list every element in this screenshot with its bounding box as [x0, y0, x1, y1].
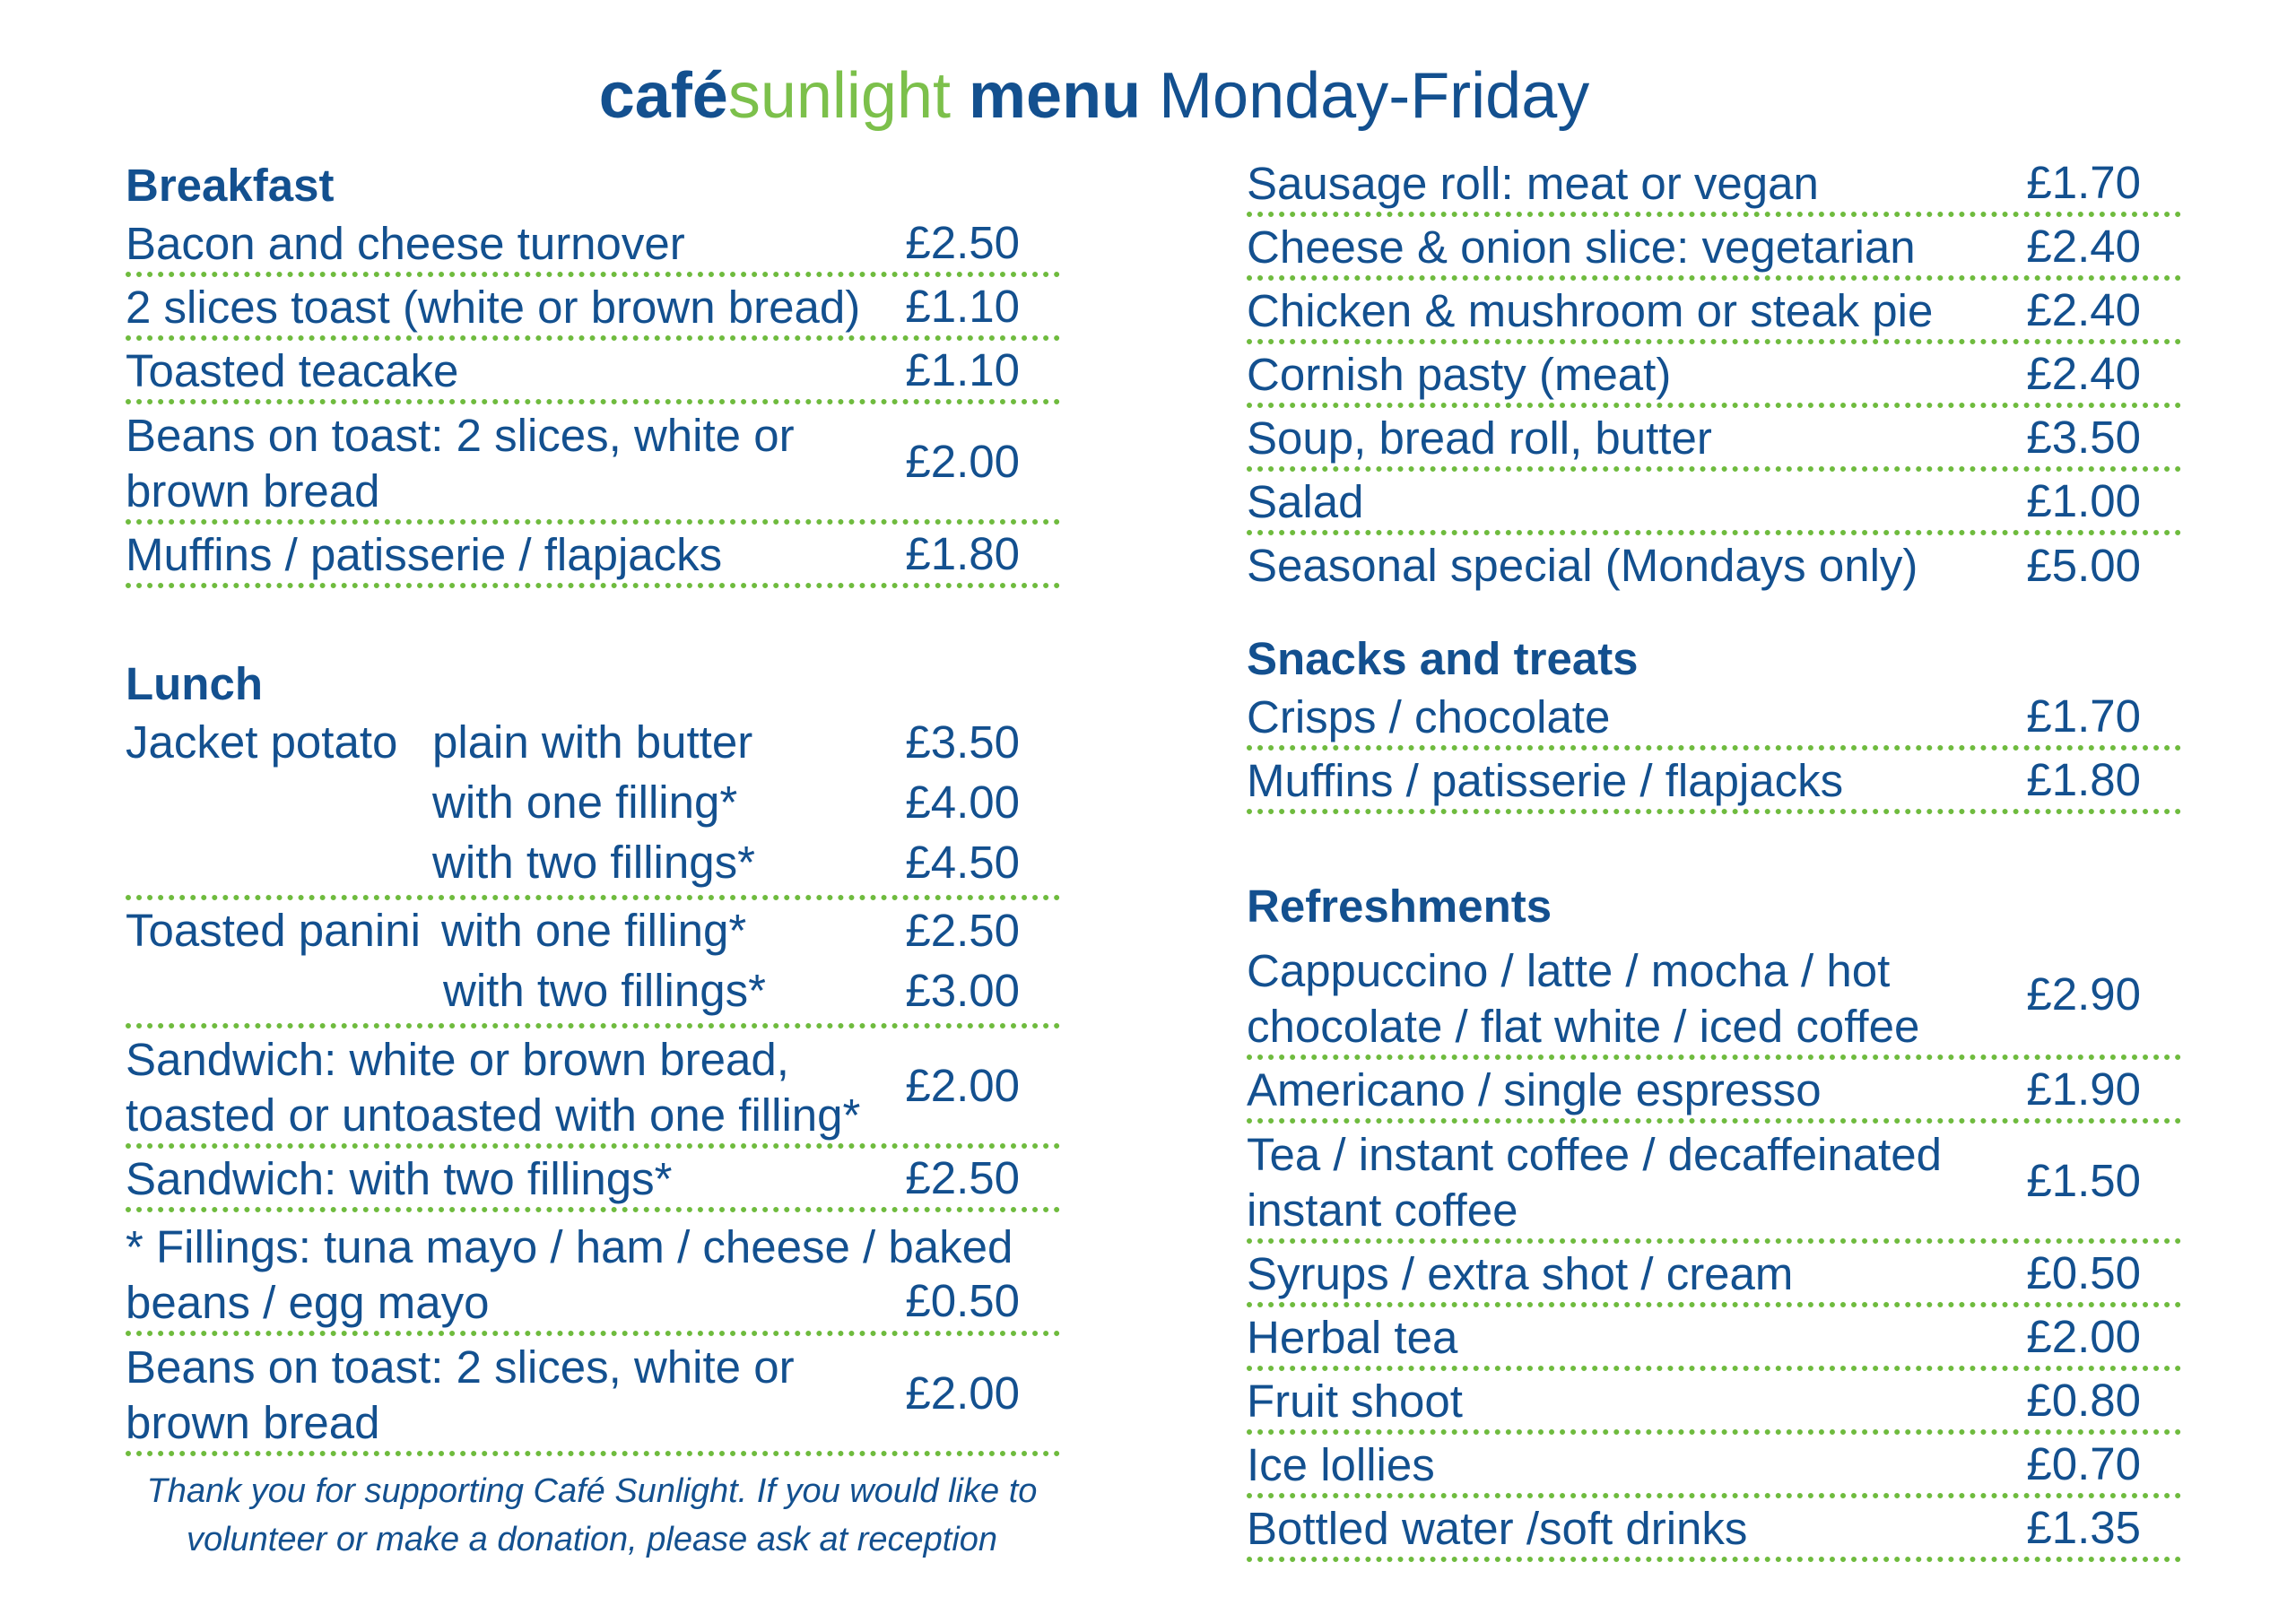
- menu-item: [1247, 687, 2181, 751]
- item-name: Chicken & mushroom or steak pie: [1247, 285, 1934, 336]
- item-price: £2.90: [2026, 968, 2141, 1020]
- item-name: Sandwich: white or brown bread, toasted or untoasted with one filling*: [126, 1034, 861, 1141]
- item-price: £2.00: [905, 1060, 1020, 1111]
- item-price: £0.50: [2026, 1246, 2141, 1298]
- menu-subitem: [126, 715, 1060, 775]
- menu-item: [1247, 1244, 2181, 1307]
- menu-subitem: [126, 775, 1060, 835]
- menu-item: [1247, 1435, 2181, 1498]
- snacks-heading: Snacks and treats: [1247, 633, 1639, 684]
- item-price: £1.70: [2026, 157, 2141, 208]
- title-cafe: café: [598, 60, 728, 132]
- lunch-heading: Lunch: [126, 658, 263, 709]
- menu-item: [126, 525, 1060, 588]
- item-price: £2.40: [2026, 283, 2141, 335]
- menu-item: [1247, 1124, 2181, 1244]
- menu-item: [1247, 344, 2181, 408]
- item-price: £5.00: [2026, 539, 2141, 591]
- menu-item: [1247, 751, 2181, 814]
- item-name: Crisps / chocolate: [1247, 691, 1611, 742]
- menu-subitem: [126, 903, 1060, 963]
- menu-item: [126, 213, 1060, 277]
- item-price: £2.50: [905, 216, 1020, 268]
- item-price: £1.50: [2026, 1155, 2141, 1206]
- item-name: Beans on toast: 2 slices, white or brown bread: [126, 1341, 795, 1448]
- item-name: Herbal tea: [1247, 1312, 1458, 1363]
- item-price: £2.00: [2026, 1310, 2141, 1362]
- item-name: Cappuccino / latte / mocha / hot chocolate / flat white / iced coffee: [1247, 945, 1920, 1052]
- right-column: [1247, 154, 2181, 1562]
- menu-item: [1247, 1498, 2181, 1562]
- item-name: Fruit shoot: [1247, 1376, 1463, 1427]
- item-price: £3.50: [2026, 411, 2141, 463]
- item-price: £1.70: [2026, 690, 2141, 742]
- item-price: £2.40: [2026, 347, 2141, 399]
- item-name: Cornish pasty (meat): [1247, 349, 1672, 400]
- item-price: £0.70: [2026, 1437, 2141, 1489]
- item-name: Muffins / patisserie / flapjacks: [1247, 755, 1844, 806]
- menu-item: [126, 1028, 1060, 1149]
- item-name: Syrups / extra shot / cream: [1247, 1248, 1794, 1299]
- item-name: Americano / single espresso: [1247, 1064, 1822, 1115]
- item-name: Jacket potato: [126, 716, 398, 768]
- item-name: Salad: [1247, 476, 1364, 527]
- item-price: £1.80: [905, 527, 1020, 579]
- item-name: Bacon and cheese turnover: [126, 218, 685, 269]
- jacket-potato-group: [126, 712, 1060, 900]
- item-name: Ice lollies: [1247, 1439, 1435, 1490]
- thank-you-note: Thank you for supporting Café Sunlight. If you would like to volunteer or make a donation, please ask at reception: [146, 1472, 1038, 1558]
- item-name: Seasonal special (Mondays only): [1247, 540, 1918, 591]
- menu-item: [126, 341, 1060, 404]
- item-price: £2.00: [905, 1367, 1020, 1419]
- item-price: £1.10: [905, 280, 1020, 332]
- item-price: £0.80: [2026, 1374, 2141, 1426]
- item-name: 2 slices toast (white or brown bread): [126, 282, 861, 333]
- menu-item: [126, 277, 1060, 341]
- item-name: Toasted panini: [126, 905, 421, 956]
- menu-item: [1247, 1060, 2181, 1124]
- item-name: Cheese & onion slice: vegetarian: [1247, 221, 1916, 273]
- item-price: £1.00: [2026, 474, 2141, 526]
- menu-item: [1247, 934, 2181, 1060]
- menu-item: [1247, 1307, 2181, 1371]
- option-name: with one filling*: [441, 905, 747, 956]
- panini-group: [126, 900, 1060, 1028]
- title-sunlight: sunlight: [727, 60, 952, 132]
- menu-item: [1247, 281, 2181, 344]
- item-name: Muffins / patisserie / flapjacks: [126, 529, 723, 580]
- refreshments-heading: Refreshments: [1247, 881, 1552, 932]
- item-price: £1.35: [2026, 1501, 2141, 1553]
- item-name: * Fillings: tuna mayo / ham / cheese / baked beans / egg mayo: [126, 1221, 1013, 1328]
- menu-item: [1247, 535, 2181, 595]
- item-price: £1.10: [905, 343, 1020, 395]
- item-name: Sandwich: with two fillings*: [126, 1153, 673, 1204]
- menu-subitem: [126, 963, 1060, 1023]
- option-name: with one filling*: [432, 777, 738, 828]
- item-price: £3.50: [905, 716, 1020, 768]
- menu-item: [1247, 408, 2181, 472]
- item-price: £0.50: [905, 1275, 1020, 1326]
- menu-item: [1247, 1371, 2181, 1435]
- menu-item: [126, 404, 1060, 525]
- menu-subitem: [126, 835, 1060, 895]
- option-name: with two fillings*: [432, 837, 755, 888]
- title-days: Monday-Friday: [1159, 60, 1590, 132]
- menu-item: [126, 1212, 1060, 1336]
- item-price: £4.50: [905, 837, 1020, 888]
- breakfast-heading: Breakfast: [126, 160, 335, 211]
- menu-item: [1247, 472, 2181, 535]
- item-name: Soup, bread roll, butter: [1247, 412, 1712, 464]
- menu-item: [126, 1149, 1060, 1212]
- item-name: Beans on toast: 2 slices, white or brown bread: [126, 410, 795, 516]
- option-name: with two fillings*: [443, 965, 766, 1016]
- item-price: £2.40: [2026, 220, 2141, 272]
- item-price: £2.50: [905, 1151, 1020, 1203]
- menu-item: [126, 1336, 1060, 1456]
- item-name: Toasted teacake: [126, 345, 459, 396]
- item-price: £3.00: [905, 965, 1020, 1016]
- item-price: £1.80: [2026, 753, 2141, 805]
- option-name: plain with butter: [432, 716, 753, 768]
- item-price: £2.00: [905, 436, 1020, 487]
- item-price: £1.90: [2026, 1063, 2141, 1115]
- menu-title: [0, 56, 2188, 136]
- item-name: Sausage roll: meat or vegan: [1247, 158, 1819, 209]
- left-column: [126, 154, 1060, 1456]
- item-price: £4.00: [905, 777, 1020, 828]
- menu-item: [1247, 217, 2181, 281]
- title-menu: menu: [969, 60, 1142, 132]
- item-name: Bottled water /soft drinks: [1247, 1503, 1748, 1554]
- item-name: Tea / instant coffee / decaffeinated instant coffee: [1247, 1129, 1943, 1236]
- item-price: £2.50: [905, 905, 1020, 956]
- menu-item: [1247, 154, 2181, 217]
